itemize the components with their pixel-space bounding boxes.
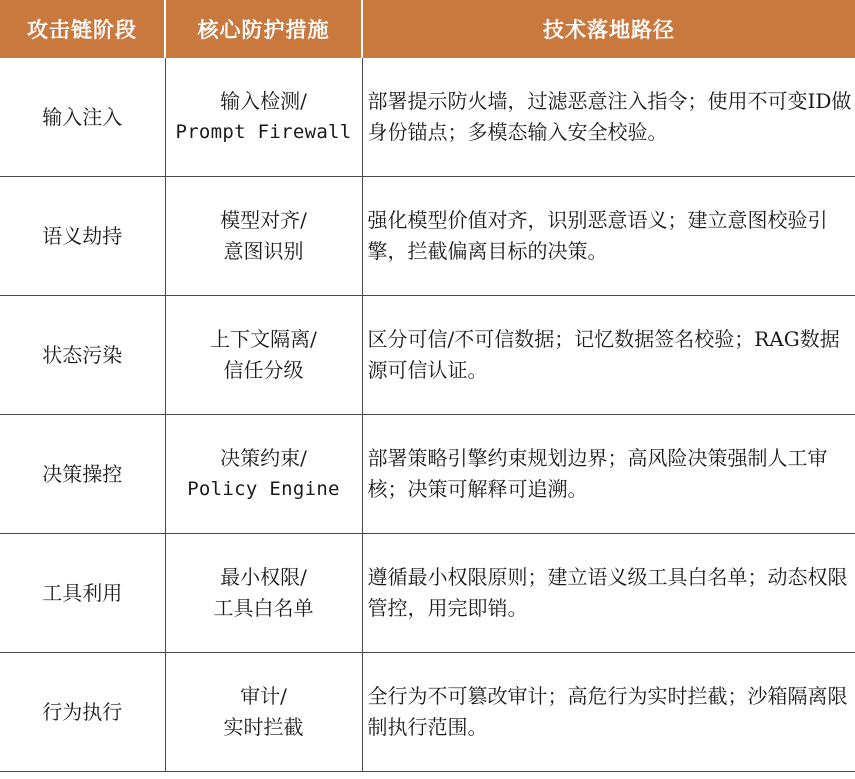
table-row xyxy=(0,415,855,534)
header-core-measure: 核心防护措施 xyxy=(165,0,362,58)
core-measure-cell xyxy=(165,653,362,772)
table-row xyxy=(0,534,855,653)
core-measure-line: Prompt Firewall xyxy=(175,121,352,143)
core-measure-cell xyxy=(165,177,362,296)
core-measure-line: 信任分级 xyxy=(223,358,304,382)
header-implementation-path: 技术落地路径 xyxy=(362,0,855,58)
header-row xyxy=(0,0,855,58)
header-attack-stage: 攻击链阶段 xyxy=(0,0,165,58)
attack-stage-cell: 决策操控 xyxy=(0,415,165,534)
core-measure-line: 决策约束/ xyxy=(220,446,307,470)
implementation-path-cell: 区分可信/不可信数据；记忆数据签名校验；RAG数据源可信认证。 xyxy=(362,296,855,415)
core-measure-cell xyxy=(165,415,362,534)
attack-stage-cell: 输入注入 xyxy=(0,58,165,177)
core-measure-line: Policy Engine xyxy=(187,478,340,500)
attack-stage-cell: 状态污染 xyxy=(0,296,165,415)
attack-stage-cell: 语义劫持 xyxy=(0,177,165,296)
table-row xyxy=(0,653,855,772)
core-measure-line: 最小权限/ xyxy=(220,565,307,589)
core-measure-line: 上下文隔离/ xyxy=(210,327,317,351)
core-measure-line: 审计/ xyxy=(240,684,287,708)
core-measure-line: 意图识别 xyxy=(223,239,304,263)
core-measure-line: 模型对齐/ xyxy=(220,208,307,232)
attack-stage-cell: 工具利用 xyxy=(0,534,165,653)
core-measure-cell xyxy=(165,296,362,415)
implementation-path-cell: 部署策略引擎约束规划边界；高风险决策强制人工审核；决策可解释可追溯。 xyxy=(362,415,855,534)
attack-stage-cell: 行为执行 xyxy=(0,653,165,772)
implementation-path-cell: 部署提示防火墙，过滤恶意注入指令；使用不可变ID做身份锚点；多模态输入安全校验。 xyxy=(362,58,855,177)
implementation-path-cell: 强化模型价值对齐，识别恶意语义；建立意图校验引擎，拦截偏离目标的决策。 xyxy=(362,177,855,296)
core-measure-line: 输入检测/ xyxy=(220,89,307,113)
implementation-path-cell: 遵循最小权限原则；建立语义级工具白名单；动态权限管控，用完即销。 xyxy=(362,534,855,653)
core-measure-cell xyxy=(165,58,362,177)
table-row xyxy=(0,58,855,177)
table-row xyxy=(0,177,855,296)
table-row xyxy=(0,296,855,415)
implementation-path-cell: 全行为不可篡改审计；高危行为实时拦截；沙箱隔离限制执行范围。 xyxy=(362,653,855,772)
core-measure-cell xyxy=(165,534,362,653)
core-measure-line: 实时拦截 xyxy=(223,715,304,739)
core-measure-line: 工具白名单 xyxy=(213,596,314,620)
